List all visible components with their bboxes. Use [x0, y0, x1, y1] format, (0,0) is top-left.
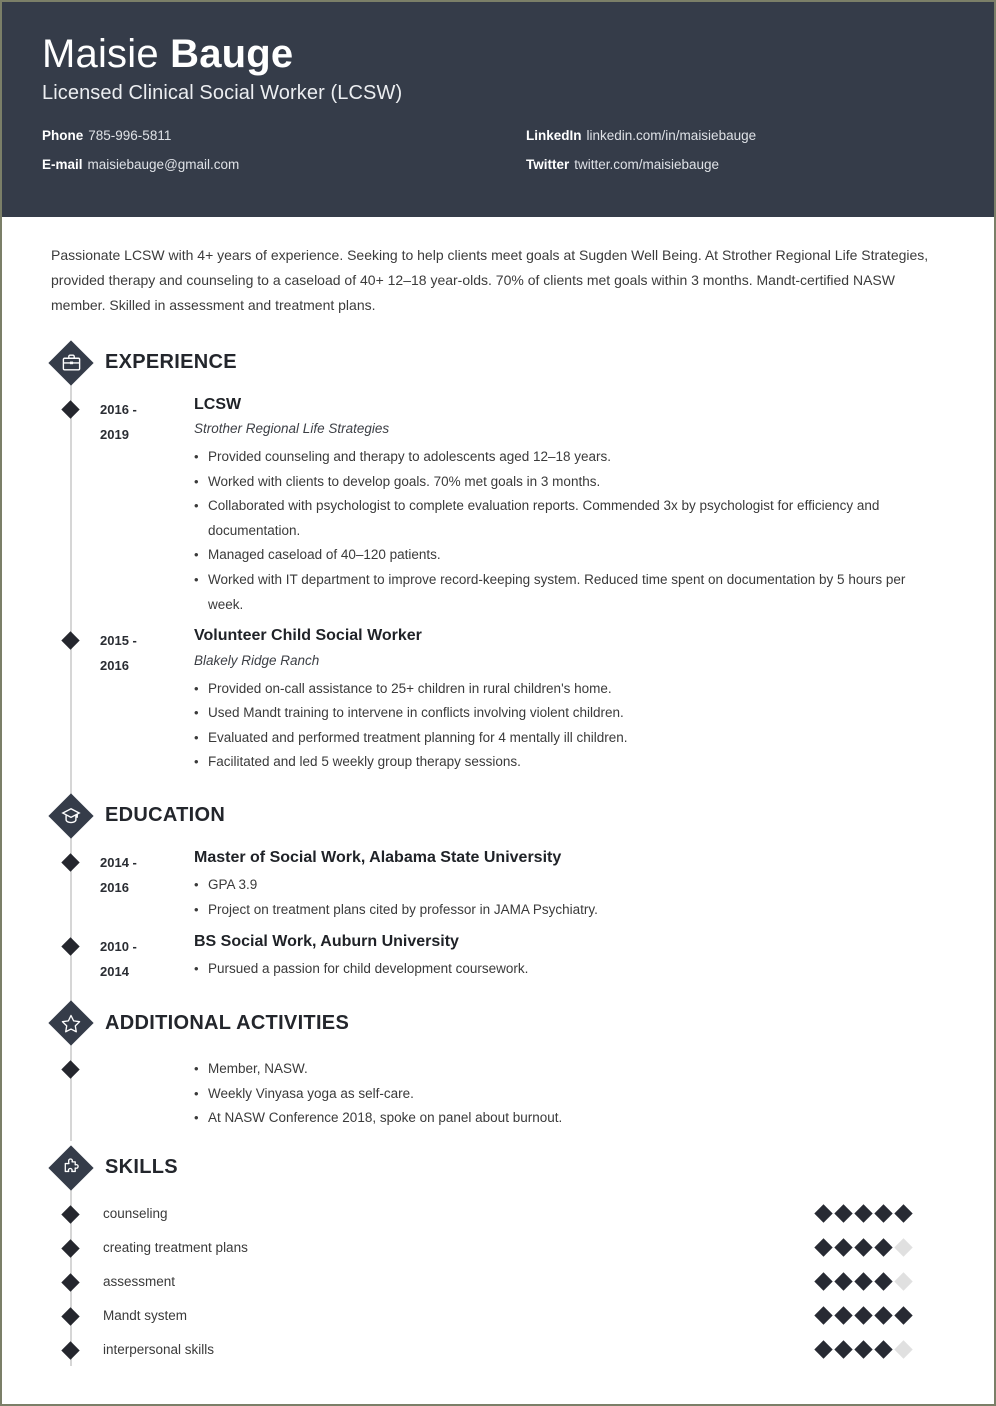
date-from: 2015 - [100, 633, 137, 649]
activities-entry [42, 1052, 954, 1131]
experience-bullets [194, 677, 944, 775]
list-item: • Provided counseling and therapy to adolescents aged 12–18 years. [194, 445, 944, 470]
education-entry-main [194, 845, 954, 923]
contact-email-value[interactable]: maisiebauge@gmail.com [87, 156, 240, 172]
summary-paragraph: Passionate LCSW with 4+ years of experience. Seeking to help clients meet goals at Sugden Well Being. At Strother Regional Life Strategies, provided therapy and counseling to a caseload of 40+ 12–18 year-olds. 70% of clients met goals within 3 months. Mandt-certified NASW member. Skilled in assessment and treatment plans. [51, 247, 929, 313]
timeline-marker [42, 929, 100, 985]
skill-rating [817, 1343, 954, 1356]
section-header-skills [42, 1145, 954, 1191]
contact-column-left [42, 127, 498, 184]
rating-diamond-filled [814, 1239, 832, 1257]
date-to: 2019 [100, 427, 129, 443]
skill-row [42, 1333, 954, 1367]
rating-diamond-filled [874, 1273, 892, 1291]
list-item: • Provided on-call assistance to 25+ children in rural children's home. [194, 677, 944, 702]
skill-row [42, 1299, 954, 1333]
activities-entry-main [194, 1052, 954, 1131]
contact-linkedin [526, 127, 954, 145]
section-header-education [42, 793, 954, 839]
rating-diamond-filled [814, 1205, 832, 1223]
rating-diamond-filled [874, 1205, 892, 1223]
skill-label: creating treatment plans [103, 1240, 248, 1256]
education-entry-dates [100, 929, 194, 985]
contact-email-label: E-mail [42, 156, 83, 172]
experience-org: Strother Regional Life Strategies [194, 421, 390, 437]
date-to: 2014 [100, 963, 129, 979]
rating-diamond-filled [874, 1239, 892, 1257]
rating-diamond-filled [834, 1205, 852, 1223]
section-experience [42, 340, 954, 775]
graduation-cap-icon [49, 794, 93, 838]
rating-diamond-filled [854, 1239, 872, 1257]
list-item: • Pursued a passion for child development coursework. [194, 957, 944, 982]
star-icon [49, 1001, 93, 1045]
section-title-additional-activities: ADDITIONAL ACTIVITIES [105, 1011, 350, 1034]
experience-bullets [194, 445, 944, 617]
contact-phone [42, 127, 498, 145]
list-item: • Managed caseload of 40–120 patients. [194, 543, 944, 568]
experience-entry-main [194, 392, 954, 617]
education-bullets [194, 957, 944, 982]
list-item: • Project on treatment plans cited by professor in JAMA Psychiatry. [194, 898, 944, 923]
education-bullets [194, 873, 944, 922]
section-title-experience: EXPERIENCE [105, 351, 237, 374]
contact-twitter-value[interactable]: twitter.com/maisiebauge [574, 156, 720, 172]
skill-label: counseling [103, 1206, 168, 1222]
timeline-marker [42, 1231, 100, 1265]
education-entry [42, 845, 954, 923]
rating-diamond-filled [854, 1205, 872, 1223]
timeline-marker [42, 392, 100, 617]
rating-diamond-empty [894, 1239, 912, 1257]
experience-entry-main [194, 623, 954, 775]
rating-diamond-filled [814, 1341, 832, 1359]
list-item: • Worked with clients to develop goals. 70% met goals in 3 months. [194, 470, 944, 495]
list-item: • GPA 3.9 [194, 873, 944, 898]
timeline-marker [42, 1197, 100, 1231]
date-to: 2016 [100, 880, 129, 896]
rating-diamond-filled [834, 1307, 852, 1325]
timeline-marker [42, 623, 100, 775]
contact-block [42, 127, 954, 184]
rating-diamond-filled [814, 1273, 832, 1291]
rating-diamond-filled [814, 1307, 832, 1325]
skill-row [42, 1265, 954, 1299]
rating-diamond-filled [874, 1341, 892, 1359]
date-from: 2010 - [100, 938, 137, 954]
skill-rating [817, 1241, 954, 1254]
list-item: • Collaborated with psychologist to complete evaluation reports. Commended 3x by psychologist for efficiency and documentation. [194, 494, 944, 543]
contact-twitter-label: Twitter [526, 156, 570, 172]
rating-diamond-filled [894, 1205, 912, 1223]
skill-rating [817, 1309, 954, 1322]
section-additional-activities [42, 1000, 954, 1131]
contact-column-right [498, 127, 954, 184]
section-skills [42, 1145, 954, 1367]
rating-diamond-filled [854, 1307, 872, 1325]
skill-label: assessment [103, 1274, 176, 1290]
skill-rating [817, 1275, 954, 1288]
skill-rating [817, 1207, 954, 1220]
timeline-marker [42, 1265, 100, 1299]
rating-diamond-filled [854, 1341, 872, 1359]
rating-diamond-filled [874, 1307, 892, 1325]
education-degree: Master of Social Work, Alabama State University [194, 848, 562, 866]
date-to: 2016 [100, 658, 129, 674]
experience-entry [42, 623, 954, 775]
skill-row [42, 1197, 954, 1231]
puzzle-piece-icon [49, 1146, 93, 1190]
contact-linkedin-label: LinkedIn [526, 128, 582, 143]
briefcase-icon [49, 341, 93, 385]
timeline-marker [42, 1299, 100, 1333]
section-title-education: EDUCATION [105, 804, 226, 827]
education-entry-dates [100, 845, 194, 923]
list-item: • Used Mandt training to intervene in conflicts involving violent children. [194, 701, 944, 726]
date-from: 2014 - [100, 854, 137, 870]
contact-phone-label: Phone [42, 128, 84, 143]
experience-entry [42, 392, 954, 617]
list-item: • Weekly Vinyasa yoga as self-care. [194, 1082, 944, 1107]
skill-row [42, 1231, 954, 1265]
rating-diamond-filled [854, 1273, 872, 1291]
experience-entry-dates [100, 623, 194, 775]
timeline-marker [42, 845, 100, 923]
list-item: • Facilitated and led 5 weekly group therapy sessions. [194, 750, 944, 775]
section-header-experience [42, 340, 954, 386]
contact-twitter [526, 156, 954, 174]
list-item: • At NASW Conference 2018, spoke on panel about burnout. [194, 1106, 944, 1131]
contact-linkedin-value[interactable]: linkedin.com/in/maisiebauge [586, 128, 757, 143]
date-from: 2016 - [100, 401, 137, 417]
resume-body [2, 243, 994, 1367]
rating-diamond-empty [894, 1273, 912, 1291]
education-degree: BS Social Work, Auburn University [194, 932, 459, 950]
timeline-marker [42, 1333, 100, 1367]
skill-label: Mandt system [103, 1308, 188, 1324]
experience-role: LCSW [194, 395, 242, 413]
page-title [42, 32, 954, 76]
contact-phone-value[interactable]: 785-996-5811 [88, 128, 172, 143]
experience-entry-dates [100, 392, 194, 617]
rating-diamond-empty [894, 1341, 912, 1359]
rating-diamond-filled [834, 1273, 852, 1291]
rating-diamond-filled [834, 1341, 852, 1359]
education-entry-main [194, 929, 954, 985]
education-entry [42, 929, 954, 985]
section-education [42, 793, 954, 984]
job-title: Licensed Clinical Social Worker (LCSW) [42, 82, 403, 104]
activities-bullets [194, 1057, 944, 1131]
resume-header [2, 2, 994, 217]
list-item: • Worked with IT department to improve record-keeping system. Reduced time spent on documentation by 5 hours per week. [194, 568, 944, 617]
section-header-additional-activities [42, 1000, 954, 1046]
first-name: Maisie [42, 32, 159, 76]
experience-role: Volunteer Child Social Worker [194, 627, 422, 645]
contact-email [42, 156, 498, 174]
rating-diamond-filled [834, 1239, 852, 1257]
skill-label: interpersonal skills [103, 1342, 215, 1358]
last-name: Bauge [170, 32, 294, 76]
list-item: • Evaluated and performed treatment planning for 4 mentally ill children. [194, 726, 944, 751]
rating-diamond-filled [894, 1307, 912, 1325]
list-item: • Member, NASW. [194, 1057, 944, 1082]
timeline-marker [42, 1052, 100, 1131]
section-title-skills: SKILLS [105, 1156, 178, 1179]
experience-org: Blakely Ridge Ranch [194, 652, 320, 668]
